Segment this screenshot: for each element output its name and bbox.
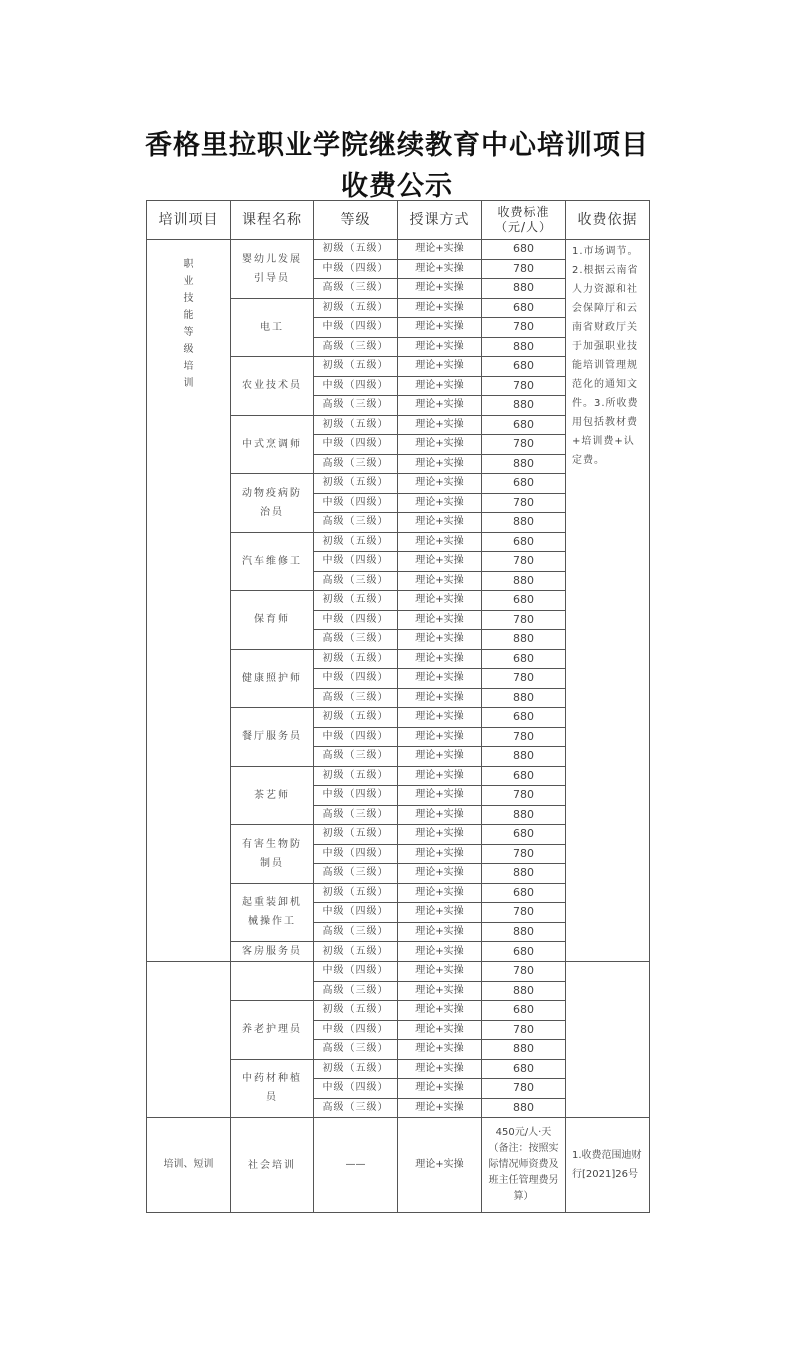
course-name: 养老护理员 <box>231 1001 314 1060</box>
table-row-social <box>147 1118 650 1213</box>
method-cell: 理论+实操 <box>398 415 482 435</box>
method-cell: 理论+实操 <box>398 396 482 416</box>
header-category: 培训项目 <box>147 201 231 240</box>
grade-cell: 初级（五级） <box>314 766 398 786</box>
method-cell: 理论+实操 <box>398 922 482 942</box>
fee-cell: 680 <box>482 1001 566 1021</box>
method-cell: 理论+实操 <box>398 883 482 903</box>
fee-cell: 780 <box>482 786 566 806</box>
course-social-training: 社会培训 <box>231 1118 314 1213</box>
fee-cell: 880 <box>482 981 566 1001</box>
category-label: 职业技能等级培训 <box>183 259 194 389</box>
grade-cell: 初级（五级） <box>314 1059 398 1079</box>
method-cell: 理论+实操 <box>398 259 482 279</box>
grade-cell: 初级（五级） <box>314 825 398 845</box>
method-cell: 理论+实操 <box>398 318 482 338</box>
fee-cell: 780 <box>482 962 566 982</box>
fee-cell: 680 <box>482 240 566 260</box>
course-name: 中式烹调师 <box>231 415 314 474</box>
grade-cell: 高级（三级） <box>314 922 398 942</box>
grade-cell: 初级（五级） <box>314 532 398 552</box>
fee-cell: 680 <box>482 474 566 494</box>
header-grade: 等级 <box>314 201 398 240</box>
method-cell: 理论+实操 <box>398 708 482 728</box>
grade-cell: 初级（五级） <box>314 415 398 435</box>
fee-cell: 680 <box>482 825 566 845</box>
course-name: 电工 <box>231 298 314 357</box>
fee-cell: 780 <box>482 669 566 689</box>
fee-cell: 880 <box>482 513 566 533</box>
fee-cell: 880 <box>482 571 566 591</box>
course-name: 健康照护师 <box>231 649 314 708</box>
method-cell: 理论+实操 <box>398 298 482 318</box>
grade-cell: 初级（五级） <box>314 298 398 318</box>
fee-cell: 880 <box>482 1098 566 1118</box>
grade-cell: 中级（四级） <box>314 1020 398 1040</box>
method-cell: 理论+实操 <box>398 610 482 630</box>
grade-cell: 高级（三级） <box>314 454 398 474</box>
method-cell: 理论+实操 <box>398 493 482 513</box>
method-cell: 理论+实操 <box>398 649 482 669</box>
table-header-row <box>147 201 650 240</box>
grade-cell: 初级（五级） <box>314 1001 398 1021</box>
method-cell: 理论+实操 <box>398 688 482 708</box>
grade-cell: 初级（五级） <box>314 240 398 260</box>
method-cell: 理论+实操 <box>398 513 482 533</box>
fee-cell: 680 <box>482 298 566 318</box>
grade-cell: 高级（三级） <box>314 513 398 533</box>
method-cell: 理论+实操 <box>398 727 482 747</box>
course-name: 客房服务员 <box>231 942 314 962</box>
fee-cell: 880 <box>482 396 566 416</box>
grade-cell: 初级（五级） <box>314 883 398 903</box>
fee-cell: 880 <box>482 630 566 650</box>
grade-cell: 高级（三级） <box>314 1040 398 1060</box>
method-cell: 理论+实操 <box>398 747 482 767</box>
grade-cell: 中级（四级） <box>314 962 398 982</box>
grade-cell: 初级（五级） <box>314 649 398 669</box>
method-cell: 理论+实操 <box>398 435 482 455</box>
grade-cell: 初级（五级） <box>314 708 398 728</box>
grade-cell: 高级（三级） <box>314 981 398 1001</box>
fee-cell: 880 <box>482 922 566 942</box>
fee-cell: 780 <box>482 844 566 864</box>
page-subtitle: 收费公示 <box>341 171 453 202</box>
method-cell: 理论+实操 <box>398 630 482 650</box>
method-cell: 理论+实操 <box>398 766 482 786</box>
method-cell: 理论+实操 <box>398 962 482 982</box>
grade-cell: 中级（四级） <box>314 435 398 455</box>
course-name: 保育师 <box>231 591 314 650</box>
fee-cell: 880 <box>482 805 566 825</box>
method-cell: 理论+实操 <box>398 357 482 377</box>
basis-cell: 1.市场调节。2.根据云南省人力资源和社会保障厅和云南省财政厅关于加强职业技能培训管理规范化的通知文件。3.所收费用包括教材费+培训费+认定费。 <box>566 240 650 962</box>
page-title: 香格里拉职业学院继续教育中心培训项目 <box>145 130 649 161</box>
fee-cell: 680 <box>482 708 566 728</box>
course-name: 汽车维修工 <box>231 532 314 591</box>
method-cell: 理论+实操 <box>398 532 482 552</box>
course-name-blank <box>231 962 314 1001</box>
fee-cell: 880 <box>482 1040 566 1060</box>
method-cell: 理论+实操 <box>398 1059 482 1079</box>
fee-cell: 680 <box>482 766 566 786</box>
method-cell: 理论+实操 <box>398 337 482 357</box>
fee-cell: 680 <box>482 1059 566 1079</box>
method-cell: 理论+实操 <box>398 591 482 611</box>
fee-note-cell: 450元/人·天（备注：按照实际情况师资费及班主任管理费另算） <box>482 1118 566 1213</box>
grade-cell: 中级（四级） <box>314 844 398 864</box>
method-cell: 理论+实操 <box>398 805 482 825</box>
fee-cell: 880 <box>482 454 566 474</box>
category-cell-blank <box>147 962 231 1118</box>
fee-cell: 780 <box>482 318 566 338</box>
method-cell: 理论+实操 <box>398 376 482 396</box>
grade-cell: 中级（四级） <box>314 376 398 396</box>
fee-cell: 880 <box>482 747 566 767</box>
method-cell: 理论+实操 <box>398 786 482 806</box>
grade-cell: 高级（三级） <box>314 279 398 299</box>
method-cell: 理论+实操 <box>398 279 482 299</box>
grade-cell: 中级（四级） <box>314 552 398 572</box>
fee-cell: 780 <box>482 435 566 455</box>
header-course: 课程名称 <box>231 201 314 240</box>
basis-social-cell: 1.收费范围迪财行[2021]26号 <box>566 1118 650 1213</box>
category-cell <box>147 240 231 962</box>
fee-cell: 680 <box>482 591 566 611</box>
fee-cell: 780 <box>482 903 566 923</box>
grade-cell: 高级（三级） <box>314 747 398 767</box>
method-cell: 理论+实操 <box>398 825 482 845</box>
fee-cell: 780 <box>482 493 566 513</box>
table-body <box>147 240 650 1213</box>
grade-cell: 初级（五级） <box>314 942 398 962</box>
grade-cell: 高级（三级） <box>314 571 398 591</box>
course-name: 茶艺师 <box>231 766 314 825</box>
method-cell: 理论+实操 <box>398 1118 482 1213</box>
basis-cell-blank <box>566 962 650 1118</box>
method-cell: 理论+实操 <box>398 981 482 1001</box>
method-cell: 理论+实操 <box>398 454 482 474</box>
grade-cell: 初级（五级） <box>314 591 398 611</box>
fee-cell: 780 <box>482 259 566 279</box>
method-cell: 理论+实操 <box>398 1001 482 1021</box>
grade-cell: 中级（四级） <box>314 259 398 279</box>
course-name: 中药材种植员 <box>231 1059 314 1118</box>
method-cell: 理论+实操 <box>398 1040 482 1060</box>
method-cell: 理论+实操 <box>398 942 482 962</box>
fee-cell: 680 <box>482 883 566 903</box>
grade-cell: 中级（四级） <box>314 610 398 630</box>
course-name: 农业技术员 <box>231 357 314 416</box>
category-short-training: 培训、短训 <box>147 1118 231 1213</box>
grade-cell: 初级（五级） <box>314 474 398 494</box>
method-cell: 理论+实操 <box>398 1020 482 1040</box>
course-name: 婴幼儿发展引导员 <box>231 240 314 299</box>
fee-cell: 680 <box>482 649 566 669</box>
method-cell: 理论+实操 <box>398 864 482 884</box>
fee-cell: 780 <box>482 1020 566 1040</box>
grade-cell: 高级（三级） <box>314 337 398 357</box>
method-cell: 理论+实操 <box>398 1079 482 1099</box>
course-name: 起重装卸机械操作工 <box>231 883 314 942</box>
table-row <box>147 962 650 982</box>
fee-cell: 880 <box>482 279 566 299</box>
grade-cell-dash: —— <box>314 1118 398 1213</box>
fee-cell: 780 <box>482 727 566 747</box>
fee-cell: 780 <box>482 552 566 572</box>
header-basis: 收费依据 <box>566 201 650 240</box>
grade-cell: 高级（三级） <box>314 864 398 884</box>
header-method: 授课方式 <box>398 201 482 240</box>
course-name: 餐厅服务员 <box>231 708 314 767</box>
grade-cell: 初级（五级） <box>314 357 398 377</box>
grade-cell: 高级（三级） <box>314 396 398 416</box>
method-cell: 理论+实操 <box>398 844 482 864</box>
grade-cell: 中级（四级） <box>314 786 398 806</box>
fee-table <box>146 200 650 1213</box>
method-cell: 理论+实操 <box>398 1098 482 1118</box>
table-row <box>147 240 650 260</box>
method-cell: 理论+实操 <box>398 903 482 923</box>
fee-cell: 780 <box>482 376 566 396</box>
grade-cell: 中级（四级） <box>314 493 398 513</box>
grade-cell: 高级（三级） <box>314 630 398 650</box>
grade-cell: 中级（四级） <box>314 727 398 747</box>
grade-cell: 中级（四级） <box>314 318 398 338</box>
method-cell: 理论+实操 <box>398 571 482 591</box>
grade-cell: 中级（四级） <box>314 903 398 923</box>
grade-cell: 中级（四级） <box>314 669 398 689</box>
fee-cell: 680 <box>482 357 566 377</box>
method-cell: 理论+实操 <box>398 240 482 260</box>
header-standard: 收费标准（元/人） <box>482 201 566 240</box>
fee-cell: 780 <box>482 610 566 630</box>
fee-cell: 680 <box>482 532 566 552</box>
method-cell: 理论+实操 <box>398 669 482 689</box>
fee-cell: 880 <box>482 337 566 357</box>
fee-cell: 680 <box>482 415 566 435</box>
course-name: 动物疫病防治员 <box>231 474 314 533</box>
grade-cell: 高级（三级） <box>314 805 398 825</box>
method-cell: 理论+实操 <box>398 474 482 494</box>
fee-cell: 880 <box>482 864 566 884</box>
grade-cell: 中级（四级） <box>314 1079 398 1099</box>
grade-cell: 高级（三级） <box>314 688 398 708</box>
method-cell: 理论+实操 <box>398 552 482 572</box>
fee-cell: 880 <box>482 688 566 708</box>
course-name: 有害生物防制员 <box>231 825 314 884</box>
fee-cell: 780 <box>482 1079 566 1099</box>
grade-cell: 高级（三级） <box>314 1098 398 1118</box>
fee-cell: 680 <box>482 942 566 962</box>
